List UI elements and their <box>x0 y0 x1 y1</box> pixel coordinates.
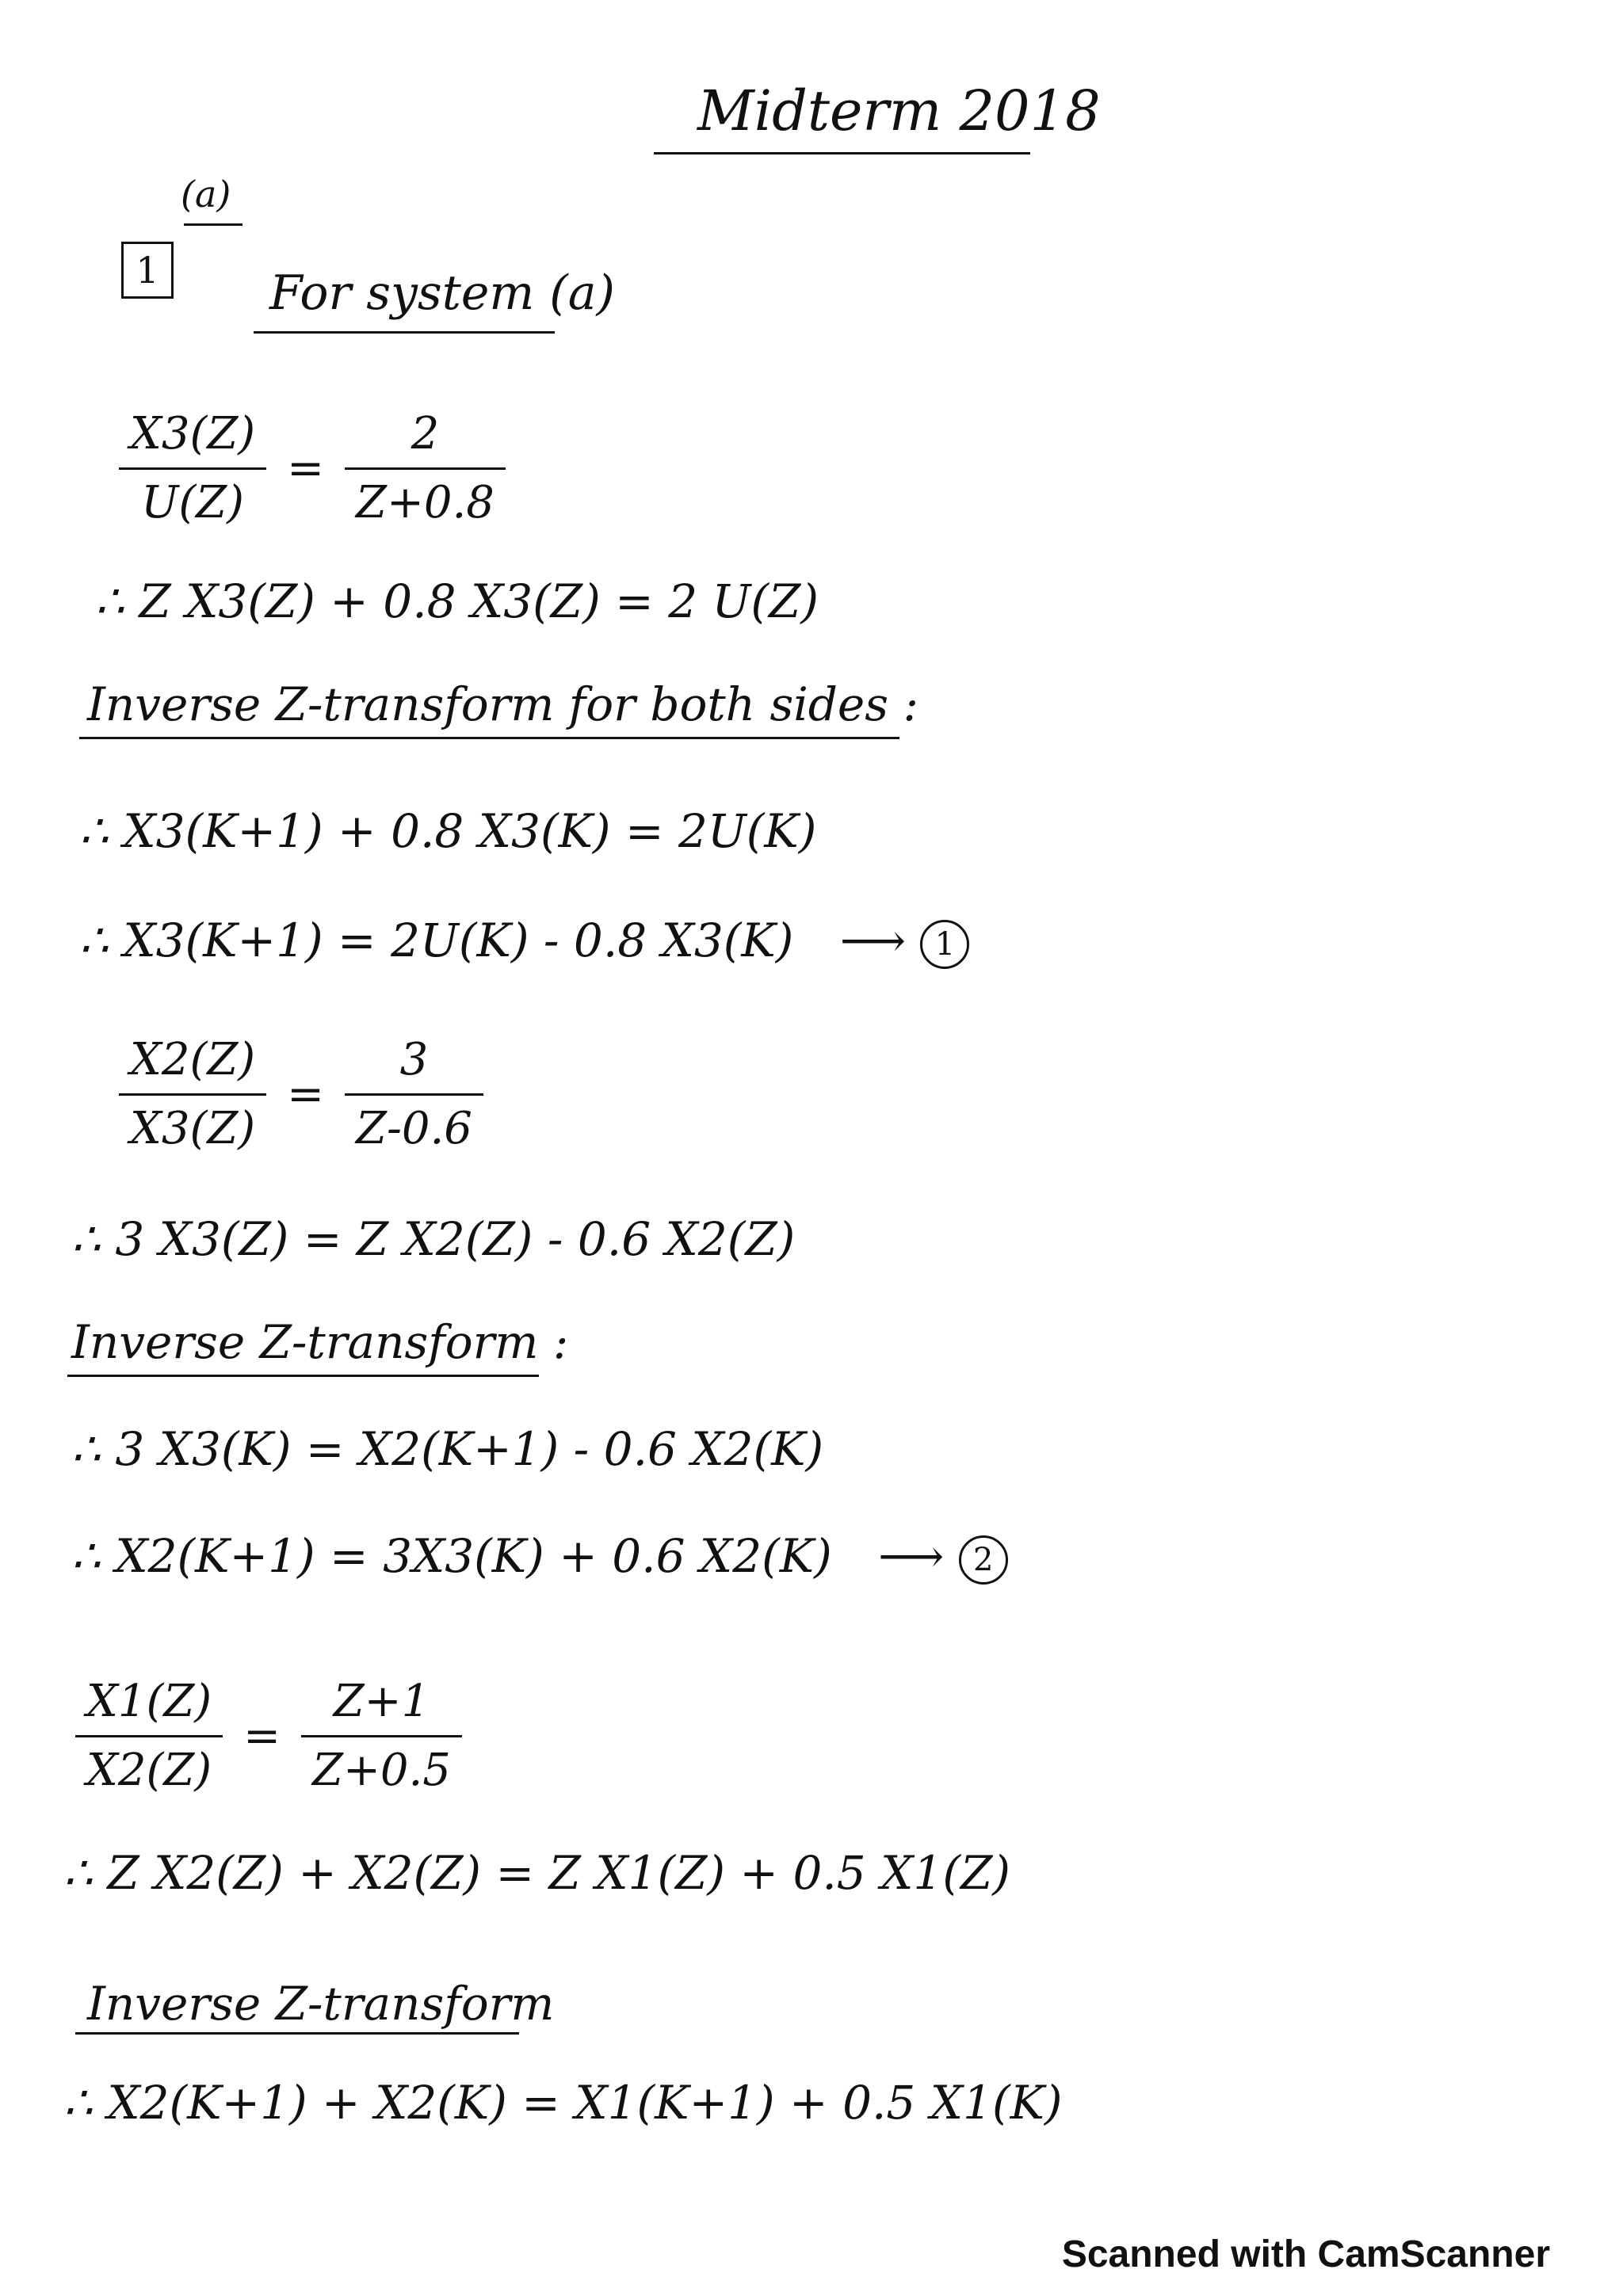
step-heading: Inverse Z-transform <box>87 1977 555 2031</box>
section-heading: For system (a) <box>269 265 615 321</box>
arrow-icon: ⟶ <box>839 913 906 967</box>
tf3-bar-right <box>301 1735 462 1737</box>
equation-line: ∴ 3 X3(Z) = Z X2(Z) - 0.6 X2(Z) <box>71 1212 796 1266</box>
section-heading-underline <box>254 331 555 334</box>
tf3-equals: = <box>243 1711 281 1762</box>
tf1-bar-left <box>119 467 266 470</box>
question-part-label: (a) <box>181 173 231 215</box>
tf3-denominator: X2(Z) <box>86 1745 212 1796</box>
page-title: Midterm 2018 <box>697 78 1101 143</box>
equation-line: ∴ Z X3(Z) + 0.8 X3(Z) = 2 U(Z) <box>95 574 819 628</box>
equation-line <box>79 913 969 969</box>
tf1-denominator: U(Z) <box>141 477 244 528</box>
tf2-right-numerator: 3 <box>399 1034 429 1085</box>
tf1-equals: = <box>287 443 325 494</box>
equation-line: ∴ X2(K+1) + X2(K) = X1(K+1) + 0.5 X1(K) <box>63 2076 1063 2130</box>
tf3-right-denominator: Z+0.5 <box>312 1745 451 1796</box>
scanner-watermark: Scanned with CamScanner <box>1061 2233 1550 2275</box>
tf2-bar-left <box>119 1093 266 1096</box>
step-heading: Inverse Z-transform : <box>71 1315 569 1369</box>
part-underline <box>184 223 242 226</box>
equation-ref-circle: 2 <box>959 1535 1008 1585</box>
tf3-right-numerator: Z+1 <box>333 1676 430 1727</box>
title-underline <box>654 152 1030 154</box>
equation-line <box>71 1529 1008 1585</box>
equation-line: ∴ X3(K+1) + 0.8 X3(K) = 2U(K) <box>79 804 817 858</box>
transfer-function-3 <box>75 1676 462 1796</box>
step-heading-underline <box>75 2032 519 2035</box>
tf2-bar-right <box>345 1093 483 1096</box>
tf1-right-numerator: 2 <box>411 408 440 460</box>
tf1-bar-right <box>345 467 506 470</box>
equation-text: ∴ X3(K+1) = 2U(K) - 0.8 X3(K) <box>79 913 794 967</box>
question-number-box: 1 <box>121 242 174 299</box>
tf2-right-denominator: Z-0.6 <box>356 1103 472 1154</box>
tf3-bar-left <box>75 1735 223 1737</box>
step-heading-underline <box>79 737 899 739</box>
tf1-numerator: X3(Z) <box>130 408 256 460</box>
equation-text: ∴ X2(K+1) = 3X3(K) + 0.6 X2(K) <box>71 1529 832 1583</box>
equation-line: ∴ Z X2(Z) + X2(Z) = Z X1(Z) + 0.5 X1(Z) <box>63 1846 1010 1900</box>
arrow-icon: ⟶ <box>878 1529 945 1583</box>
tf3-numerator: X1(Z) <box>86 1676 212 1727</box>
equation-line: ∴ 3 X3(K) = X2(K+1) - 0.6 X2(K) <box>71 1422 824 1476</box>
transfer-function-1 <box>119 408 506 528</box>
tf2-equals: = <box>287 1069 325 1120</box>
step-heading-underline <box>67 1375 539 1377</box>
tf2-numerator: X2(Z) <box>130 1034 256 1085</box>
tf2-denominator: X3(Z) <box>130 1103 256 1154</box>
step-heading: Inverse Z-transform for both sides : <box>87 677 918 731</box>
transfer-function-2 <box>119 1034 483 1154</box>
equation-ref-circle: 1 <box>920 920 969 969</box>
tf1-right-denominator: Z+0.8 <box>356 477 495 528</box>
